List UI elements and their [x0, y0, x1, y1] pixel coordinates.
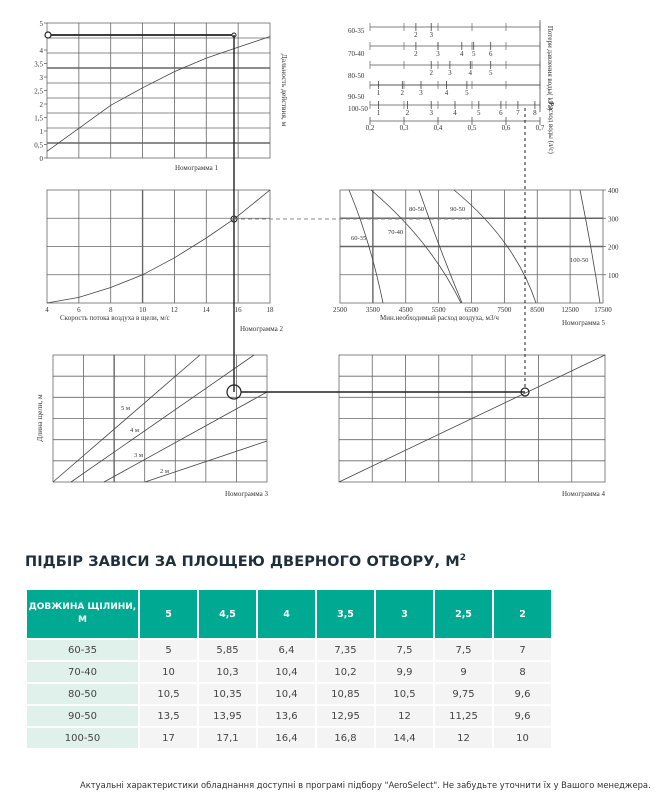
y-tick-label: 100 — [608, 271, 619, 280]
scale-tick-label: 2 — [429, 69, 433, 77]
table-cell: 10,5 — [140, 684, 197, 704]
nomogram-2-title: Номограмма 2 — [240, 325, 283, 333]
y-tick-label: 0 — [39, 155, 43, 163]
scale-tick-label: 6 — [499, 109, 503, 117]
nomogram-2 — [45, 190, 283, 333]
flow-tick-label: 0,5 — [467, 124, 477, 132]
scale-tick-label: 4 — [444, 89, 449, 97]
table-cell: 10,2 — [317, 662, 374, 682]
x-tick-label: 18 — [266, 306, 274, 314]
x-tick-label: 12 — [170, 306, 178, 314]
slot-length-label: 4 м — [130, 427, 139, 434]
chart-frame — [47, 23, 270, 158]
scale-tick-label: 2 — [414, 50, 418, 58]
nomogram-5-xlabel: Мин.необходимый расход воздуха, м3/ч — [380, 314, 499, 322]
start-marker — [45, 32, 51, 38]
nomogram-2-xlabel: Скорость потока воздуха в щели, м/с — [60, 314, 170, 322]
nomogram-1-ylabel: Дальность действия, м — [280, 53, 289, 127]
x-tick-label: 17500 — [594, 306, 612, 314]
x-tick-label: 8500 — [530, 306, 545, 314]
header-area: 4,5 — [199, 590, 256, 638]
curve-range — [47, 37, 270, 152]
table-cell: 5,85 — [199, 640, 256, 660]
table-cell: 9,6 — [494, 684, 551, 704]
slot-length-label: 2 м — [160, 468, 169, 475]
header-area: 5 — [140, 590, 197, 638]
table-cell: 13,95 — [199, 706, 256, 726]
flow-rate-label: Расход воды (л/с) — [547, 102, 555, 154]
table-cell: 12 — [376, 706, 433, 726]
y-tick-label: 200 — [608, 243, 619, 252]
y-tick-label: 2,5 — [34, 87, 43, 96]
table-cell: 9,9 — [376, 662, 433, 682]
table-row — [27, 640, 551, 660]
curve-label: 90-50 — [450, 206, 466, 213]
row-label: 90-50 — [27, 706, 138, 726]
scale-row-label: 100-50 — [348, 105, 368, 113]
y-tick-label: 5 — [39, 20, 43, 28]
section-title — [25, 553, 466, 570]
scale-tick-label: 2 — [414, 31, 418, 39]
table-cell: 14,4 — [376, 728, 433, 748]
scale-tick-label: 7 — [516, 109, 520, 117]
row-label: 80-50 — [27, 684, 138, 704]
table-cell: 11,25 — [435, 706, 492, 726]
curve-label: 70-40 — [388, 229, 404, 236]
selection-table — [25, 588, 553, 750]
table-row — [27, 706, 551, 726]
table-cell: 13,5 — [140, 706, 197, 726]
table-cell: 13,6 — [258, 706, 315, 726]
x-tick-label: 12500 — [561, 306, 579, 314]
scale-tick-label: 1 — [376, 109, 381, 117]
table-header-row — [27, 590, 551, 638]
scale-tick-label: 6 — [488, 50, 493, 58]
x-tick-label: 5500 — [431, 306, 446, 314]
nomogram-4-title: Номограмма 4 — [562, 490, 605, 498]
table-row — [27, 728, 551, 748]
table-cell: 17 — [140, 728, 197, 748]
nomogram-3-ylabel: Длина щели, м — [35, 394, 44, 442]
y-tick-label: 1 — [39, 128, 43, 136]
table-cell: 16,8 — [317, 728, 374, 748]
x-tick-label: 4 — [45, 306, 49, 314]
header-area: 4 — [258, 590, 315, 638]
table-cell: 10,85 — [317, 684, 374, 704]
table-cell: 12,95 — [317, 706, 374, 726]
table-cell: 10,4 — [258, 662, 315, 682]
table-cell: 10,35 — [199, 684, 256, 704]
header-area: 3 — [376, 590, 433, 638]
x-tick-label: 4500 — [398, 306, 413, 314]
x-tick-label: 10 — [139, 306, 147, 314]
table-row — [27, 662, 551, 682]
pressure-loss-scale — [348, 20, 555, 154]
table-cell: 10 — [494, 728, 551, 748]
table-cell: 5 — [140, 640, 197, 660]
header-area: 2,5 — [435, 590, 492, 638]
scale-tick-label: 8 — [533, 109, 537, 117]
scale-tick-label: 3 — [419, 89, 423, 97]
scale-tick-label: 2 — [405, 109, 410, 117]
nomogram-5-title: Номограмма 5 — [562, 319, 605, 327]
nomogram-3-title: Номограмма 3 — [225, 490, 268, 498]
nomogram-1 — [34, 20, 289, 172]
scale-tick-label: 3 — [429, 109, 433, 117]
x-tick-label: 7500 — [497, 306, 512, 314]
table-cell: 7,5 — [435, 640, 492, 660]
scale-tick-label: 4 — [453, 109, 457, 117]
x-tick-label: 8 — [108, 306, 113, 314]
table-cell: 9,75 — [435, 684, 492, 704]
table-cell: 10 — [140, 662, 197, 682]
header-slot-length: ДОВЖИНА ЩІЛИНИ, М — [27, 590, 138, 638]
scale-tick-label: 4 — [460, 50, 464, 58]
nomogram-1-title: Номограмма 1 — [175, 164, 218, 172]
table-row — [27, 684, 551, 704]
row-label: 60-35 — [27, 640, 138, 660]
scale-tick-label: 5 — [488, 69, 493, 77]
table-cell: 7,35 — [317, 640, 374, 660]
scale-row-label: 80-50 — [348, 72, 365, 80]
curve-label: 80-50 — [409, 206, 425, 213]
y-tick-label: 2 — [39, 101, 43, 109]
scale-tick-label: 2 — [400, 89, 405, 97]
scale-tick-label: 3 — [436, 50, 440, 58]
header-area: 3,5 — [317, 590, 374, 638]
row-label: 100-50 — [27, 728, 138, 748]
scale-row-label: 60-35 — [348, 27, 365, 35]
scale-tick-label: 3 — [448, 69, 452, 77]
table-cell: 9 — [435, 662, 492, 682]
table-cell: 17,1 — [199, 728, 256, 748]
table-cell: 8 — [494, 662, 551, 682]
row-label: 70-40 — [27, 662, 138, 682]
table-cell: 12 — [435, 728, 492, 748]
y-tick-label: 3 — [39, 74, 43, 82]
scale-row-label: 70-40 — [348, 50, 365, 58]
table-cell: 10,3 — [199, 662, 256, 682]
y-tick-label: 4 — [39, 47, 43, 55]
x-tick-label: 3500 — [365, 306, 380, 314]
y-tick-label: 3,5 — [34, 60, 43, 69]
scale-tick-label: 3 — [429, 31, 433, 39]
slot-length-label: 5 м — [121, 405, 130, 412]
x-tick-label: 14 — [202, 306, 210, 314]
header-area: 2 — [494, 590, 551, 638]
slot-length-label: 3 м — [134, 452, 143, 459]
y-tick-label: 400 — [608, 187, 619, 195]
table-cell: 16,4 — [258, 728, 315, 748]
table-cell: 10,4 — [258, 684, 315, 704]
scale-tick-label: 4 — [468, 69, 473, 77]
nomogram-5 — [333, 187, 619, 327]
scale-row-label: 90-50 — [348, 93, 365, 101]
pressure-loss-label: Потери давления воды( kPa) — [546, 25, 554, 111]
table-cell: 7 — [494, 640, 551, 660]
x-tick-label: 6500 — [464, 306, 479, 314]
table-cell: 9,6 — [494, 706, 551, 726]
section-title-text: ПІДБІР ЗАВІСИ ЗА ПЛОЩЕЮ ДВЕРНОГО ОТВОРУ, М — [25, 553, 460, 570]
scale-tick-label: 5 — [465, 89, 469, 97]
y-tick-label: 300 — [608, 215, 619, 224]
scale-tick-label: 1 — [376, 89, 381, 97]
y-tick-label: 0,5 — [34, 141, 43, 150]
flow-tick-label: 0,7 — [535, 124, 545, 132]
table-cell: 10,5 — [376, 684, 433, 704]
curve-label: 60-35 — [351, 235, 367, 242]
scale-tick-label: 5 — [477, 109, 481, 117]
x-tick-label: 2500 — [333, 306, 347, 314]
table-cell: 6,4 — [258, 640, 315, 660]
nomogram-4 — [339, 355, 605, 498]
flow-tick-label: 0,6 — [501, 124, 511, 132]
footnote: Актуальні характеристики обладнання доступні в програмі підбору "AeroSelect". Не забудьте уточнити їх у Вашого менеджера. — [80, 780, 651, 790]
flow-tick-label: 0,2 — [365, 124, 375, 132]
y-tick-label: 1,5 — [34, 114, 43, 123]
scale-tick-label: 5 — [471, 50, 476, 58]
flow-tick-label: 0,3 — [399, 124, 409, 132]
table-cell: 7,5 — [376, 640, 433, 660]
x-tick-label: 6 — [77, 306, 81, 314]
section-title-superscript: 2 — [459, 553, 467, 563]
x-tick-label: 16 — [234, 306, 242, 314]
curve-label: 100-50 — [570, 257, 589, 264]
flow-tick-label: 0,4 — [433, 124, 443, 132]
